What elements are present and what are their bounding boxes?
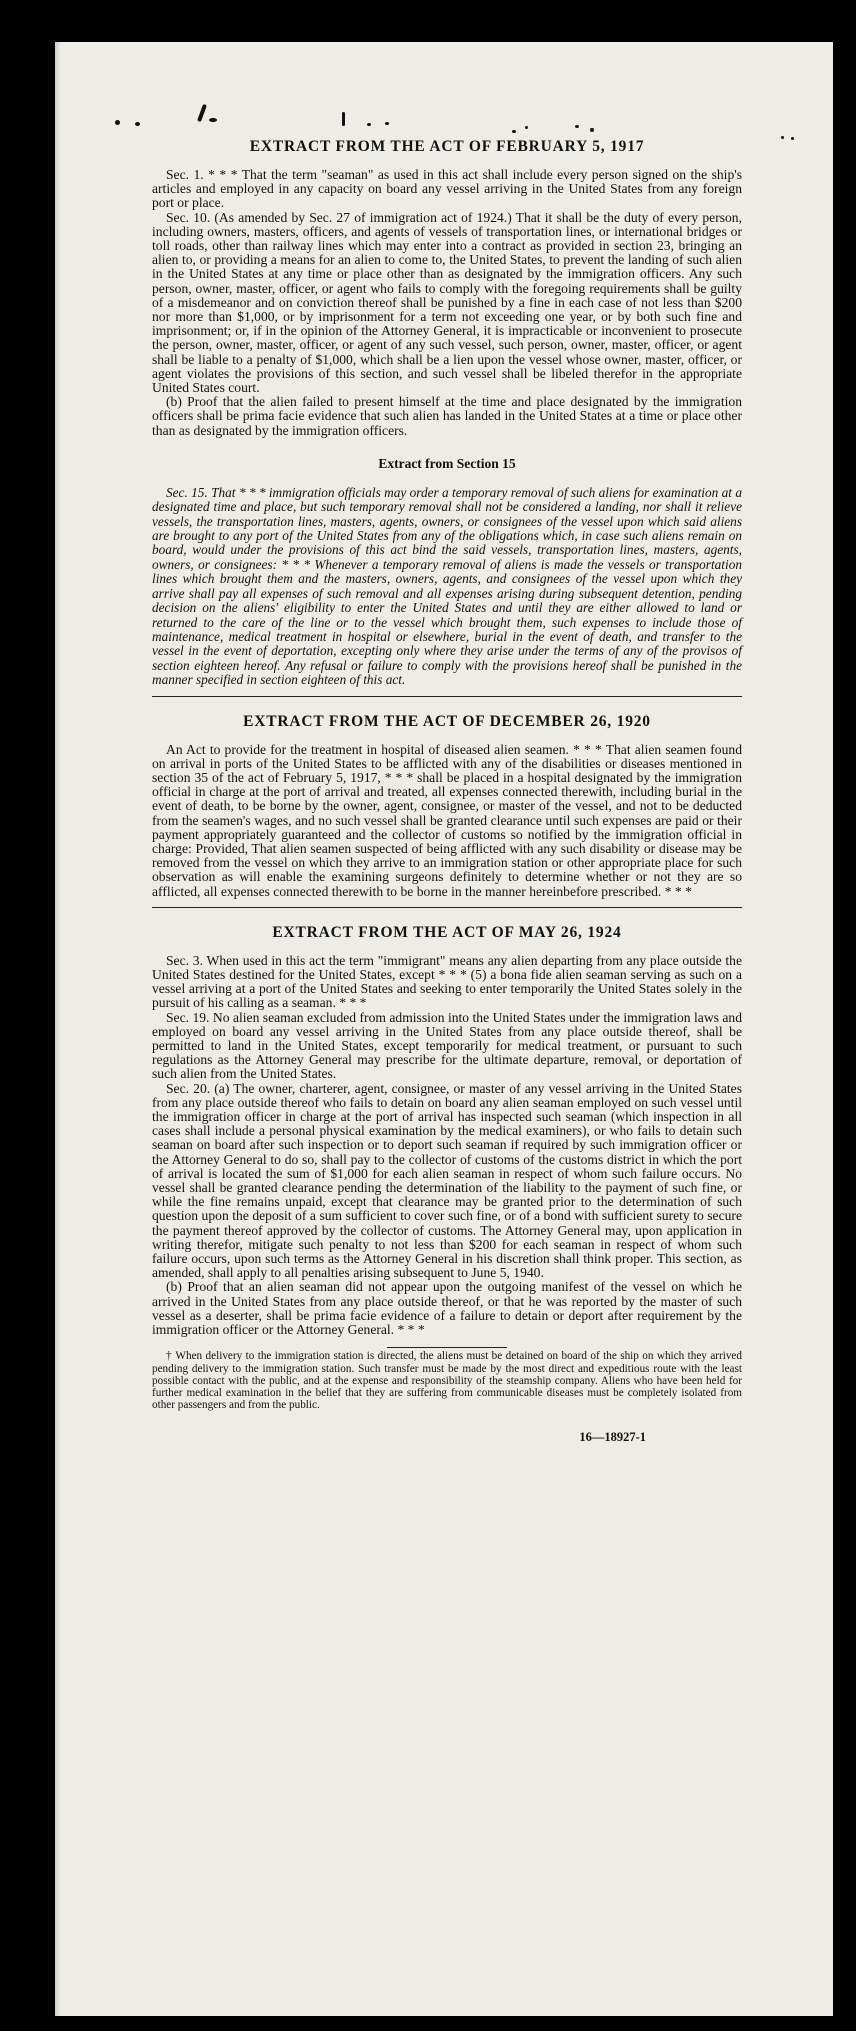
paragraph-section-15: Sec. 15. That * * * immigration officials may order a temporary removal of such aliens for examination at a designated time and place, but such temporary removal shall not be considered a landing, nor shall it relieve vessels, the transportation lines, masters, agents, owners, or consignees of the vessel upon which said aliens are brought to any port of the United States from any of the obligations which, in case such aliens remain on board, would under the provisions of this act bind the said vessels, transportation lines, masters, agents, owners, or consignees: * * * Whenever a temporary removal of aliens is made the vessels or transportation lines which brought them and the masters, owners, agents, and consignees of the vessel upon which they arrive shall pay all expenses of such removal and all expenses arising during subsequent detention, pending decision on the aliens' eligibility to enter the United States and until they are either allowed to land or returned to the care of the line or to the vessel which brought them, such expenses to include those of maintenance, medical treatment in hospital or elsewhere, burial in the event of death, and transfer to the vessel in the event of deportation, excepting only where they arise under the terms of any of the provisos of section eighteen hereof. Any refusal or failure to comply with the provisions hereof shall be punished in the manner specified in section eighteen of this act. xyxy=(152,484,742,688)
paragraph-1917-sec1: Sec. 1. * * * That the term "seaman" as used in this act shall include every person signed on the ship's articles and employed in any capacity on board any vessel arriving in the United States from any foreign port or place. xyxy=(152,167,742,211)
paragraph-1924-sec20b: (b) Proof that an alien seaman did not appear upon the outgoing manifest of the vessel on which he arrived in the United States from any place outside thereof, or that he was reported by the master of such vessel as a deserter, shall be prima facie evidence of a failure to detain or deport after requirement by the immigration officer or the Attorney General. * * * xyxy=(152,1279,742,1338)
divider xyxy=(152,696,742,697)
footnote xyxy=(152,1350,742,1411)
heading-act-1920: EXTRACT FROM THE ACT OF DECEMBER 26, 1920 xyxy=(243,712,651,730)
paragraph-1917-sec10: Sec. 10. (As amended by Sec. 27 of immigration act of 1924.) That it shall be the duty of every person, including owners, masters, officers, and agents of vessels of transportation lines, or international bridges or toll roads, other than railway lines which may enter into a contract as provided in section 23, bringing an alien to, or providing a means for an alien to come to, the United States, to prevent the landing of such alien in the United States at any time or place other than as designated by the immigration officers. Any such person, owner, master, officer, or agent who fails to comply with the foregoing requirements shall be guilty of a misdemeanor and on conviction thereof shall be punished by a fine in each case of not less than $200 nor more than $1,000, or by imprisonment for a term not exceeding one year, or by both such fine and imprisonment; or, if in the opinion of the Attorney General, it is impracticable or inconvenient to prosecute the person, owner, master, officer, or agent of any such vessel, such person, owner, master, officer, or agent shall be liable to a penalty of $1,000, which shall be a lien upon the vessel whose owner, master, officer, or agent violates the provisions of this section, and such vessel shall be libeled therefor in the appropriate United States court. xyxy=(152,209,742,396)
paragraph-1920: An Act to provide for the treatment in hospital of diseased alien seamen. * * * That alien seamen found on arrival in ports of the United States to be afflicted with any of the disabilities or diseases mentioned in section 35 of the act of February 5, 1917, * * * shall be placed in a hospital designated by the immigration official in charge at the port of arrival and treated, all expenses connected therewith, including burial in the event of death, to be borne by the owner, agent, consignee, or master of the vessel, and not to be deducted from the seamen's wages, and no such vessel shall be granted clearance until such expenses are paid or their payment appropriately guaranteed and the collector of customs so notified by the immigration official in charge: Provided, That alien seamen suspected of being afflicted with any such disability or disease may be removed from the vessel on which they arrive to an immigration station or other appropriate place for such observation as will enable the examining surgeons definitely to determine whether or not they are so afflicted, all expenses connected therewith to be borne in the manner hereinbefore prescribed. * * * xyxy=(152,741,742,899)
heading-section-15: Extract from Section 15 xyxy=(378,455,516,471)
heading-act-1924: EXTRACT FROM THE ACT OF MAY 26, 1924 xyxy=(272,923,622,941)
paragraph-1917-b: (b) Proof that the alien failed to present himself at the time and place designated by the immigration officers shall be prima facie evidence that such alien has landed in the United States at a time or place other than as designated by the immigration officers. xyxy=(152,394,742,438)
form-number: 16—18927-1 xyxy=(579,1429,646,1444)
heading-act-1917: EXTRACT FROM THE ACT OF FEBRUARY 5, 1917 xyxy=(249,138,645,155)
footnote-text: † When delivery to the immigration station is directed, the aliens must be detained on board of the ship on which they arrived pending delivery to the immigration station. Such transfer must be made by the most direct and expeditious route with the least possible contact with the public, and at the expense and responsibility of the steamship company. Aliens who have been held for further medical examination in the belief that they are suffering from communicable diseases must be completely isolated from other passengers and from the public. xyxy=(152,1350,742,1412)
paragraph-1924-sec3: Sec. 3. When used in this act the term "immigrant" means any alien departing from any place outside the United States destined for the United States, except * * * (5) a bona fide alien seaman serving as such on a vessel arriving at a port of the United States and seeking to enter temporarily the United States solely in the pursuit of his calling as a seaman. * * * xyxy=(152,952,742,1011)
paragraph-1924-sec19: Sec. 19. No alien seaman excluded from admission into the United States under the immigration laws and employed on board any vessel arriving in the United States from any place outside thereof, shall be permitted to land in the United States, except temporarily for medical treatment, or pursuant to such regulations as the Attorney General may prescribe for the ultimate departure, removal, or deportation of such alien from the United States. xyxy=(152,1009,742,1082)
document-text xyxy=(152,126,742,1444)
paragraph-1924-sec20a: Sec. 20. (a) The owner, charterer, agent, consignee, or master of any vessel arriving in the United States from any place outside thereof who fails to detain on board any alien seaman employed on such vessel until the immigration officer in charge at the port of arrival has inspected such seaman (which inspection in all cases shall include a personal physical examination by the medical examiners), or who fails to detain such seaman on board after such inspection or to deport such seaman if required by such immigration officer or the Attorney General to do so, shall pay to the collector of customs of the customs district in which the port of arrival is located the sum of $1,000 for each alien seaman in respect of whom such failure occurs. No vessel shall be granted clearance pending the determination of the liability to the payment of such fine, or while the fine remains unpaid, except that clearance may be granted prior to the determination of such question upon the deposit of a sum sufficient to cover such fine, or of a bond with sufficient surety to secure the payment thereof approved by the collector of customs. The Attorney General may, upon application in writing therefor, mitigate such penalty to not less than $200 for each seaman in respect of whom such failure occurs, upon such terms as the Attorney General in his discretion shall think proper. This section, as amended, shall apply to all penalties arising subsequent to June 5, 1940. xyxy=(152,1080,742,1281)
footnote-divider xyxy=(387,1347,507,1348)
divider xyxy=(152,907,742,908)
